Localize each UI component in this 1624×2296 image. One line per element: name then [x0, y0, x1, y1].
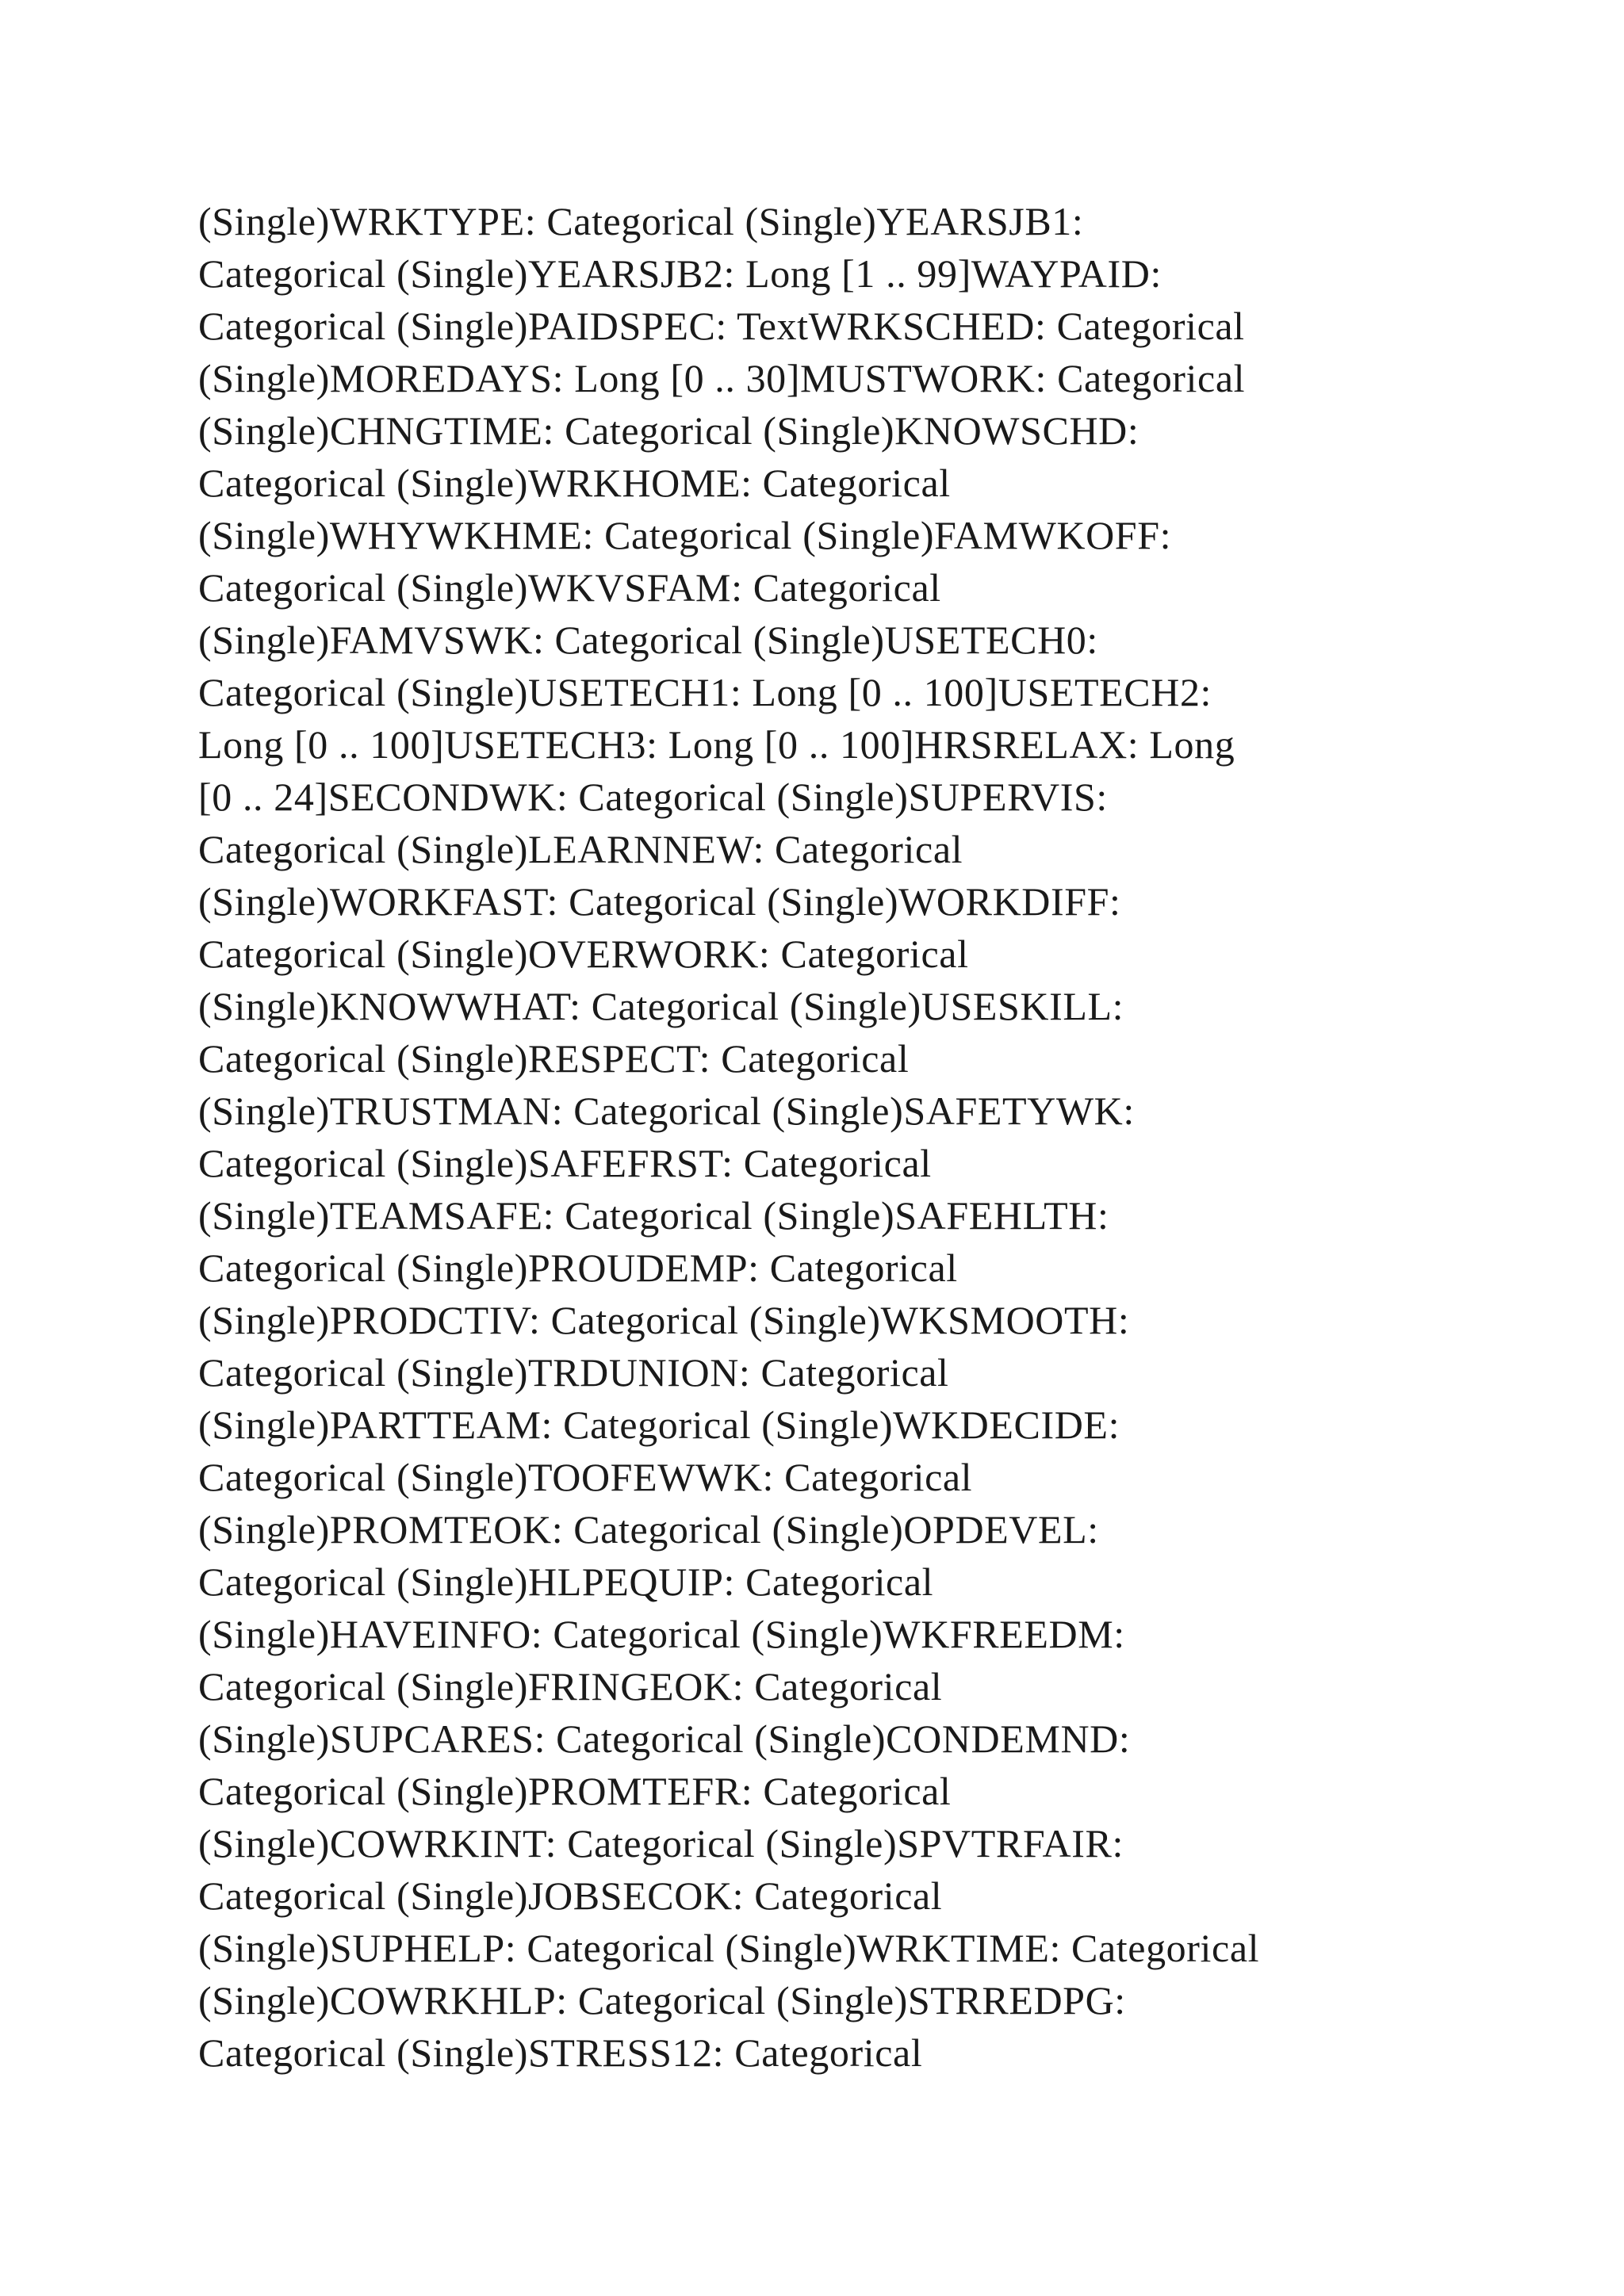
text-line-19: Categorical (Single)SAFEFRST: Categorical [198, 1141, 932, 1185]
body-text [198, 195, 1507, 2079]
text-line-20: (Single)TEAMSAFE: Categorical (Single)SAFEHLTH: [198, 1193, 1109, 1238]
text-line-29: Categorical (Single)FRINGEOK: Categorical [198, 1664, 943, 1709]
text-line-31: Categorical (Single)PROMTEFR: Categorical [198, 1769, 952, 1813]
text-line-3: Categorical (Single)PAIDSPEC: TextWRKSCHED: Categorical [198, 304, 1245, 348]
text-line-21: Categorical (Single)PROUDEMP: Categorical [198, 1246, 958, 1290]
text-line-9: (Single)FAMVSWK: Categorical (Single)USETECH0: [198, 618, 1098, 662]
text-line-2: Categorical (Single)YEARSJB2: Long [1 .. 99]WAYPAID: [198, 251, 1162, 296]
text-line-35: (Single)COWRKHLP: Categorical (Single)STRREDPG: [198, 1978, 1126, 2022]
text-line-12: [0 .. 24]SECONDWK: Categorical (Single)SUPERVIS: [198, 775, 1108, 819]
text-line-17: Categorical (Single)RESPECT: Categorical [198, 1036, 910, 1081]
text-line-6: Categorical (Single)WRKHOME: Categorical [198, 461, 951, 505]
text-line-8: Categorical (Single)WKVSFAM: Categorical [198, 565, 941, 610]
text-line-25: Categorical (Single)TOOFEWWK: Categorical [198, 1455, 973, 1499]
text-line-13: Categorical (Single)LEARNNEW: Categorical [198, 827, 963, 871]
text-line-18: (Single)TRUSTMAN: Categorical (Single)SAFETYWK: [198, 1089, 1135, 1133]
text-line-27: Categorical (Single)HLPEQUIP: Categorical [198, 1559, 934, 1604]
text-line-14: (Single)WORKFAST: Categorical (Single)WORKDIFF: [198, 879, 1121, 924]
text-line-34: (Single)SUPHELP: Categorical (Single)WRKTIME: Categorical [198, 1926, 1260, 1970]
text-line-28: (Single)HAVEINFO: Categorical (Single)WKFREEDM: [198, 1612, 1125, 1656]
text-line-32: (Single)COWRKINT: Categorical (Single)SPVTRFAIR: [198, 1821, 1124, 1866]
text-line-23: Categorical (Single)TRDUNION: Categorical [198, 1350, 949, 1395]
text-line-36: Categorical (Single)STRESS12: Categorical [198, 2030, 923, 2075]
text-line-30: (Single)SUPCARES: Categorical (Single)CONDEMND: [198, 1716, 1131, 1761]
text-line-5: (Single)CHNGTIME: Categorical (Single)KNOWSCHD: [198, 408, 1139, 453]
text-line-22: (Single)PRODCTIV: Categorical (Single)WKSMOOTH: [198, 1298, 1130, 1342]
text-line-1: (Single)WRKTYPE: Categorical (Single)YEARSJB1: [198, 199, 1084, 243]
text-line-33: Categorical (Single)JOBSECOK: Categorical [198, 1873, 943, 1918]
text-line-24: (Single)PARTTEAM: Categorical (Single)WKDECIDE: [198, 1402, 1120, 1447]
text-line-7: (Single)WHYWKHME: Categorical (Single)FAMWKOFF: [198, 513, 1172, 557]
text-line-26: (Single)PROMTEOK: Categorical (Single)OPDEVEL: [198, 1507, 1099, 1552]
text-line-4: (Single)MOREDAYS: Long [0 .. 30]MUSTWORK: Categorical [198, 356, 1246, 400]
text-line-16: (Single)KNOWWHAT: Categorical (Single)USESKILL: [198, 984, 1124, 1028]
text-line-10: Categorical (Single)USETECH1: Long [0 .. 100]USETECH2: [198, 670, 1212, 714]
text-line-15: Categorical (Single)OVERWORK: Categorical [198, 932, 969, 976]
text-line-11: Long [0 .. 100]USETECH3: Long [0 .. 100]HRSRELAX: Long [198, 722, 1235, 767]
